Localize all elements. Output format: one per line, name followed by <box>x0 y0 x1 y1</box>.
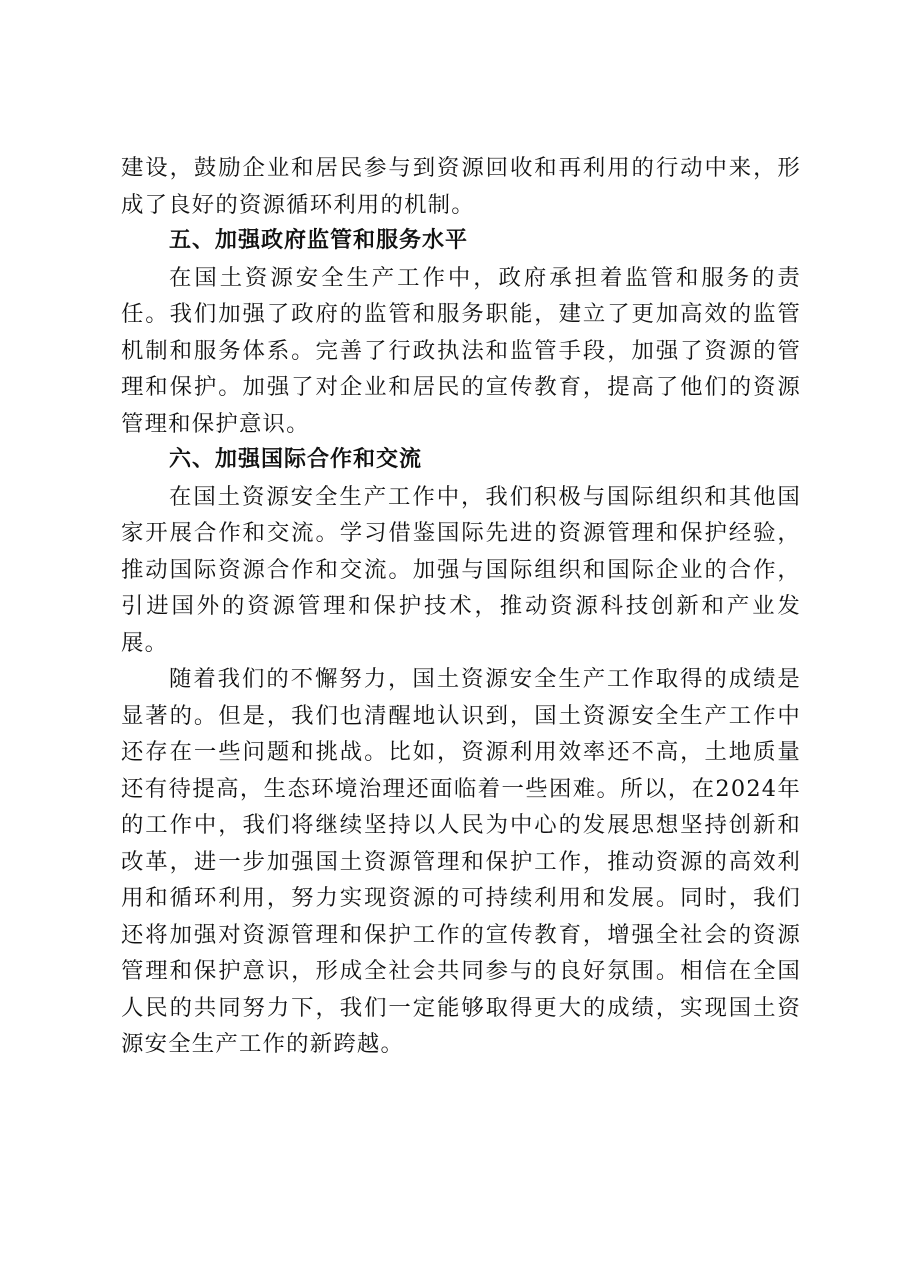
paragraph-continued: 建设，鼓励企业和居民参与到资源回收和再利用的行动中来，形成了良好的资源循环利用的机制。 <box>121 155 801 218</box>
document-body <box>121 150 801 1063</box>
paragraph-section-5: 在国土资源安全生产工作中，政府承担着监管和服务的责任。我们加强了政府的监管和服务职能，建立了更加高效的监管机制和服务体系。完善了行政执法和监管手段，加强了资源的管理和保护。加强了对企业和居民的宣传教育，提高了他们的资源管理和保护意识。 <box>121 264 801 437</box>
paragraph-conclusion: 随着我们的不懈努力，国土资源安全生产工作取得的成绩是显著的。但是，我们也清醒地认识到，国土资源安全生产工作中还存在一些问题和挑战。比如，资源利用效率还不高，土地质量还有待提高，生态环境治理还面临着一些困难。所以，在2024年的工作中，我们将继续坚持以人民为中心的发展思想坚持创新和改革，进一步加强国土资源管理和保护工作，推动资源的高效利用和循环利用，努力实现资源的可持续利用和发展。同时，我们还将加强对资源管理和保护工作的宣传教育，增强全社会的资源管理和保护意识，形成全社会共同参与的良好氛围。相信在全国人民的共同努力下，我们一定能够取得更大的成绩，实现国土资源安全生产工作的新跨越。 <box>121 666 801 1057</box>
paragraph-section-6: 在国土资源安全生产工作中，我们积极与国际组织和其他国家开展合作和交流。学习借鉴国际先进的资源管理和保护经验，推动国际资源合作和交流。加强与国际组织和国际企业的合作，引进国外的资源管理和保护技术，推动资源科技创新和产业发展。 <box>121 483 801 656</box>
section-heading-5: 五、加强政府监管和服务水平 <box>169 228 469 253</box>
section-heading-6: 六、加强国际合作和交流 <box>169 447 423 472</box>
